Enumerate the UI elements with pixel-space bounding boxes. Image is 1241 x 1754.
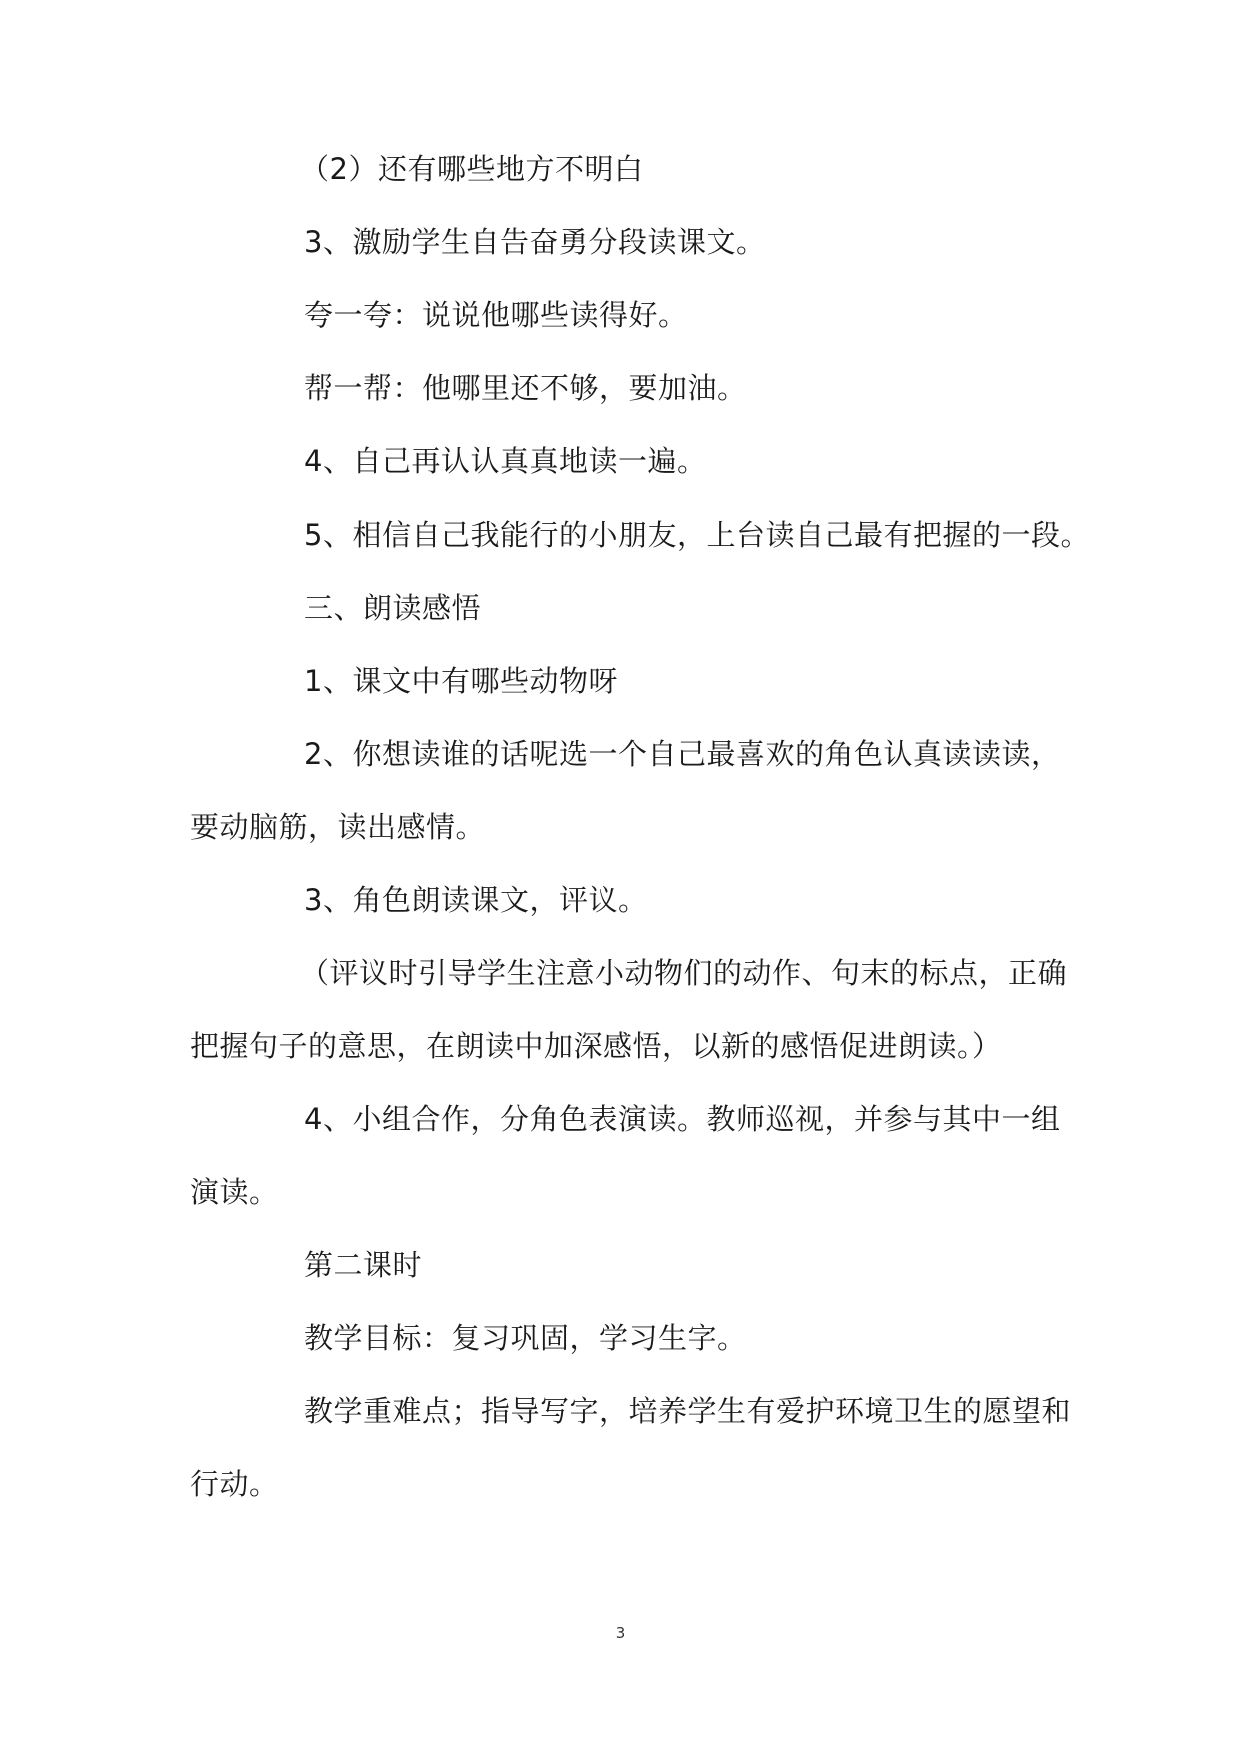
text-line: 4、自己再认认真真地读一遍。 bbox=[304, 444, 707, 478]
text-line: （评议时引导学生注意小动物们的动作、句末的标点，正确 bbox=[300, 956, 1068, 990]
text-line: 帮一帮：他哪里还不够，要加油。 bbox=[304, 371, 747, 405]
section-heading: 三、朗读感悟 bbox=[304, 591, 482, 625]
page-number: 3 bbox=[615, 1624, 626, 1642]
text-line: 2、你想读谁的话呢选一个自己最喜欢的角色认真读读读， bbox=[304, 737, 1061, 771]
text-line: 演读。 bbox=[190, 1175, 279, 1209]
text-line: 行动。 bbox=[190, 1467, 279, 1501]
text-line: 把握句子的意思，在朗读中加深感悟，以新的感悟促进朗读。） bbox=[190, 1029, 1002, 1063]
section-heading: 第二课时 bbox=[304, 1248, 423, 1282]
text-line: 要动脑筋，读出感情。 bbox=[190, 810, 486, 844]
text-line: 教学目标：复习巩固，学习生字。 bbox=[304, 1321, 747, 1355]
text-line: 3、角色朗读课文，评议。 bbox=[304, 883, 648, 917]
text-line: 教学重难点；指导写字，培养学生有爱护环境卫生的愿望和 bbox=[304, 1394, 1072, 1428]
text-line: （2）还有哪些地方不明白 bbox=[300, 152, 644, 186]
text-line: 夸一夸：说说他哪些读得好。 bbox=[304, 298, 688, 332]
text-line: 3、激励学生自告奋勇分段读课文。 bbox=[304, 225, 766, 259]
text-line: 1、课文中有哪些动物呀 bbox=[304, 664, 618, 698]
text-line: 4、小组合作，分角色表演读。教师巡视，并参与其中一组 bbox=[304, 1102, 1061, 1136]
text-line: 5、相信自己我能行的小朋友，上台读自己最有把握的一段。 bbox=[304, 518, 1090, 552]
